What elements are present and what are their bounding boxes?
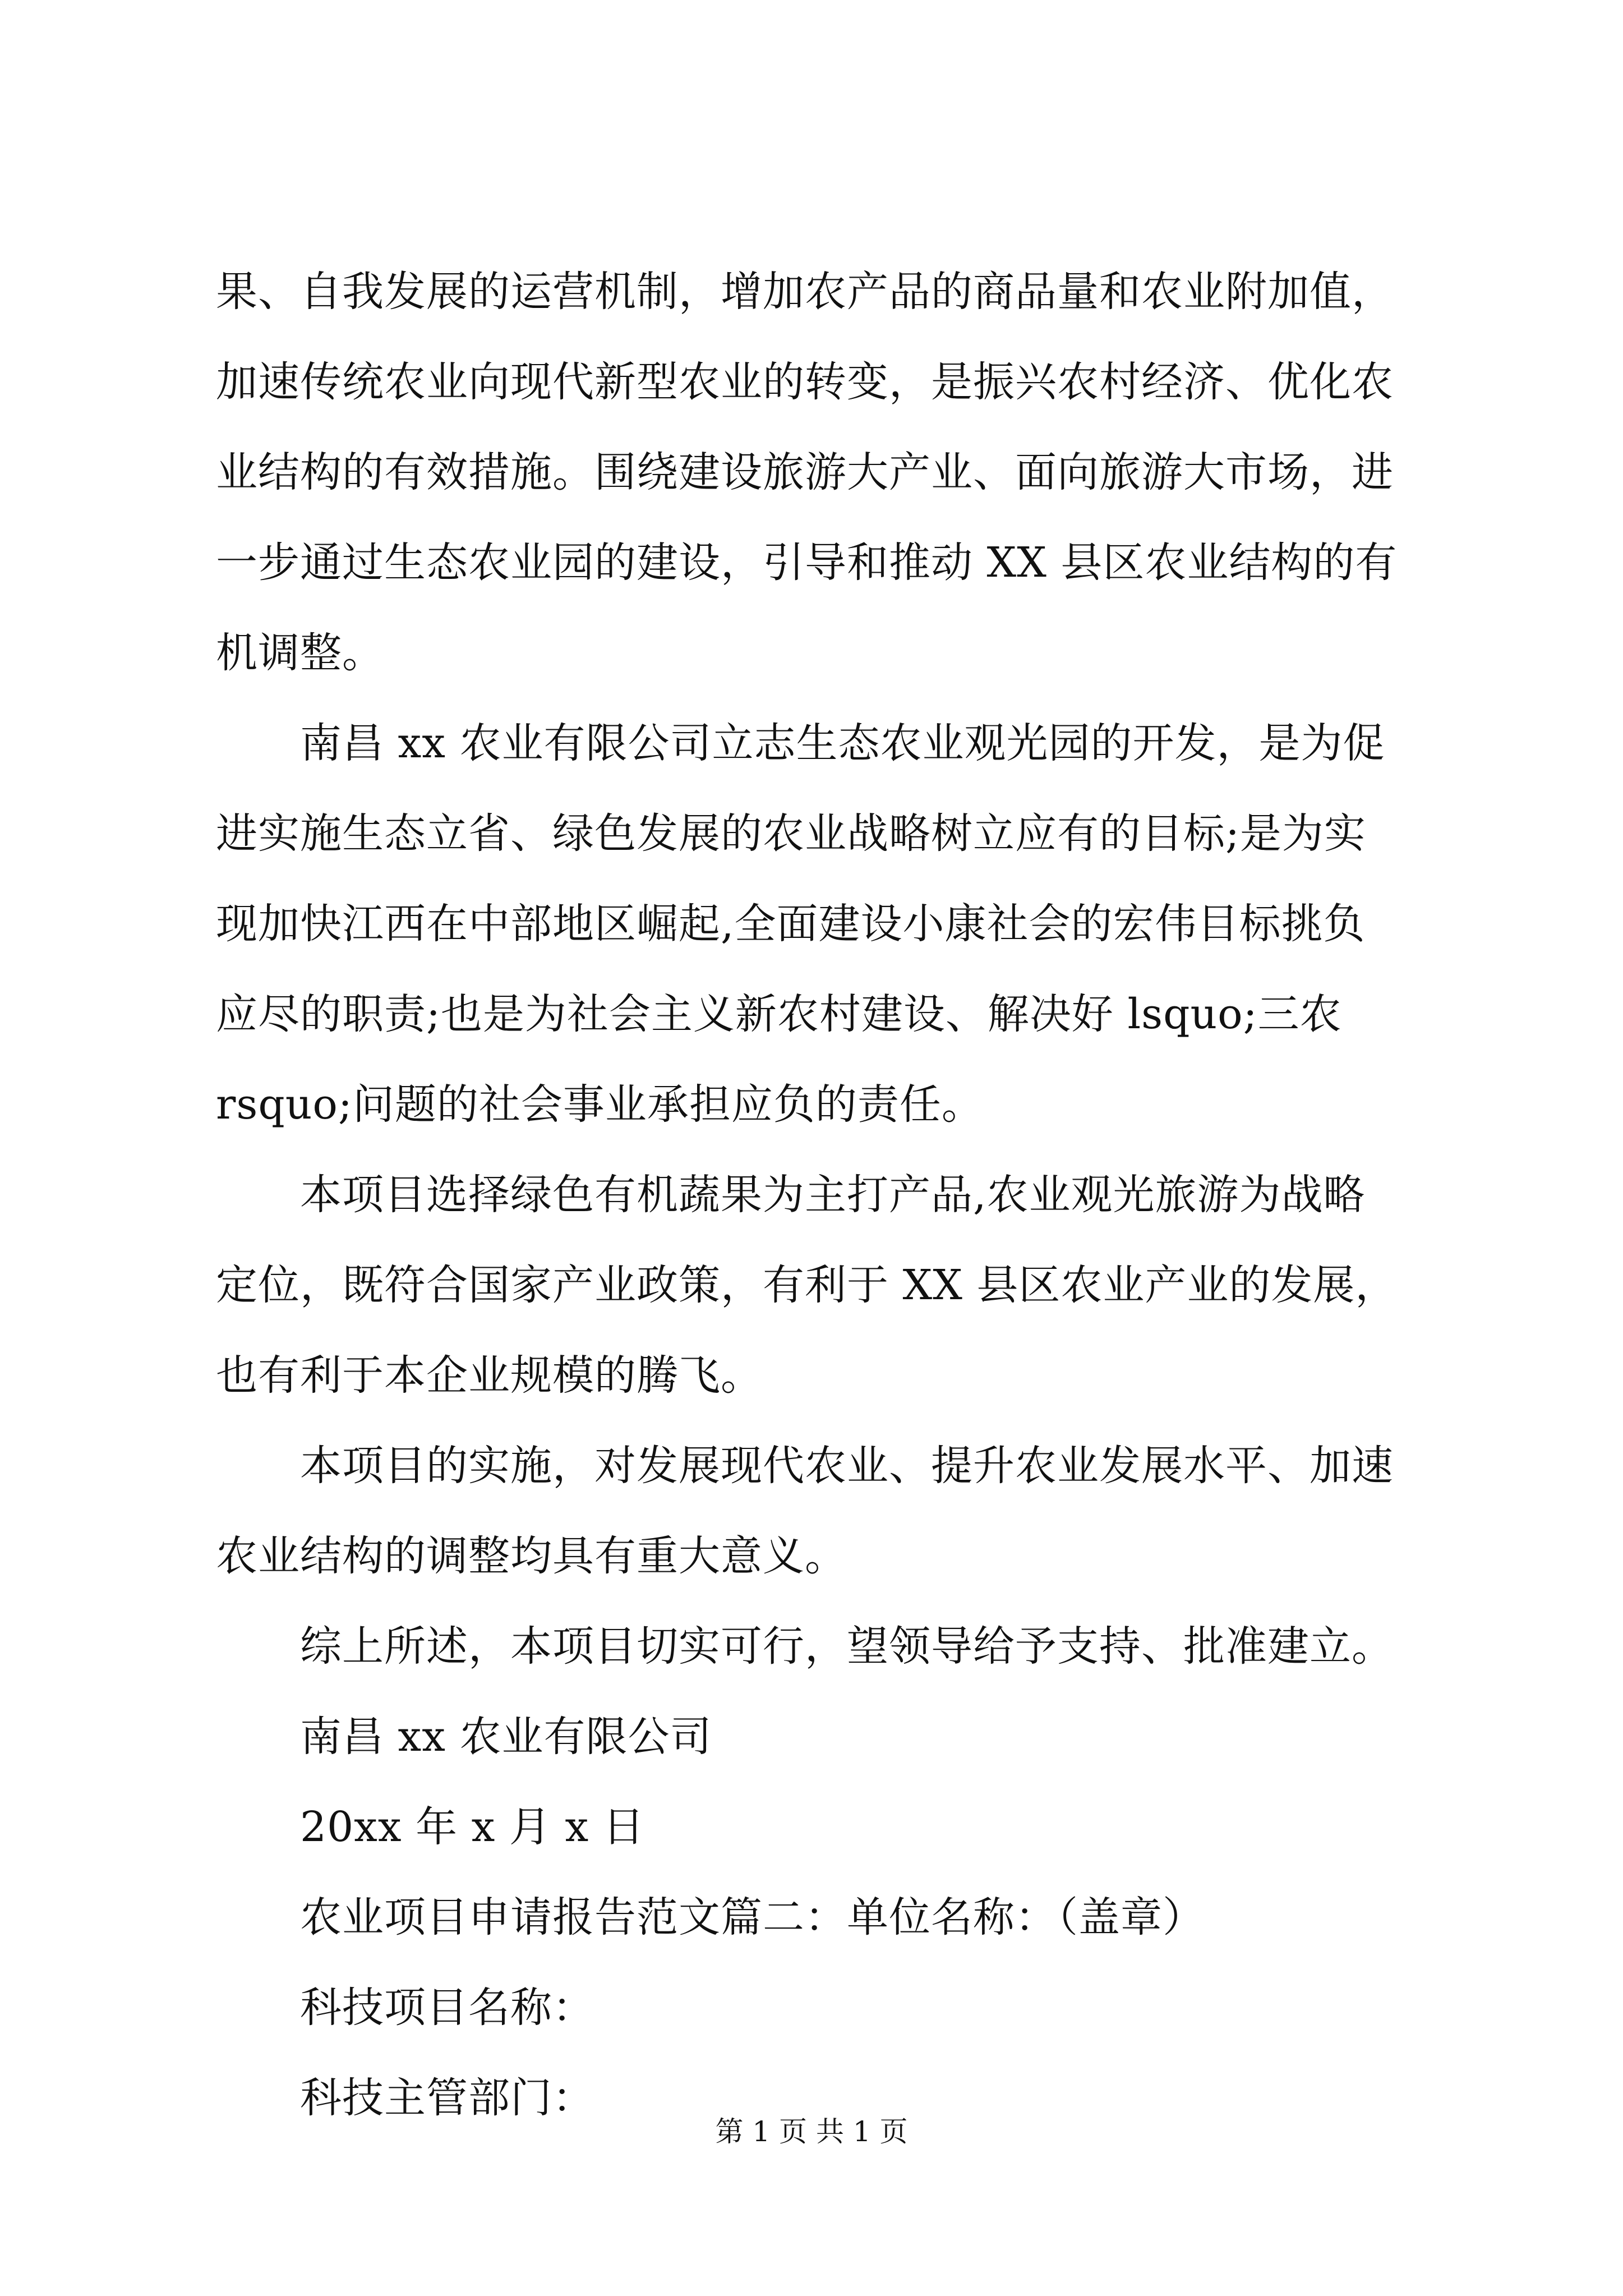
paragraph-line: 机调整。 [216, 629, 384, 677]
paragraph-line: 南昌 xx 农业有限公司立志生态农业观光园的开发，是为促 [300, 719, 1385, 767]
paragraph-line: 果、自我发展的运营机制，增加农产品的商品量和农业附加值， [216, 268, 1394, 316]
document-body [216, 247, 1422, 2143]
section-heading: 农业项目申请报告范文篇二：单位名称：（盖章） [300, 1893, 1205, 1941]
paragraph-line: 业结构的有效措施。围绕建设旅游大产业、面向旅游大市场，进 [216, 448, 1394, 496]
page-footer: 第 1 页 共 1 页 [715, 2115, 908, 2148]
form-label-department: 科技主管部门： [300, 2074, 594, 2122]
company-name: 南昌 xx 农业有限公司 [300, 1713, 712, 1761]
paragraph-line: 本项目选择绿色有机蔬果为主打产品,农业观光旅游为战略 [300, 1171, 1366, 1219]
paragraph-line: 农业结构的调整均具有重大意义。 [216, 1532, 847, 1580]
paragraph-line: 定位，既符合国家产业政策，有利于 XX 县区农业产业的发展， [216, 1261, 1398, 1309]
paragraph-line: rsquo;问题的社会事业承担应负的责任。 [216, 1080, 984, 1129]
paragraph-line: 也有利于本企业规模的腾飞。 [216, 1351, 763, 1400]
paragraph-line: 进实施生态立省、绿色发展的农业战略树立应有的目标;是为实 [216, 809, 1366, 858]
paragraph-line: 一步通过生态农业园的建设，引导和推动 XX 县区农业结构的有 [216, 539, 1398, 587]
paragraph-line: 现加快江西在中部地区崛起,全面建设小康社会的宏伟目标挑负 [216, 900, 1366, 948]
document-date: 20xx 年 x 月 x 日 [300, 1803, 645, 1851]
form-label-project-name: 科技项目名称： [300, 1984, 594, 2032]
paragraph-line: 综上所述，本项目切实可行，望领导给予支持、批准建立。 [300, 1622, 1394, 1671]
paragraph-line: 应尽的职责;也是为社会主义新农村建设、解决好 lsquo;三农 [216, 990, 1342, 1038]
paragraph-line: 本项目的实施，对发展现代农业、提升农业发展水平、加速 [300, 1442, 1394, 1490]
paragraph-line: 加速传统农业向现代新型农业的转变，是振兴农村经济、优化农 [216, 358, 1394, 406]
